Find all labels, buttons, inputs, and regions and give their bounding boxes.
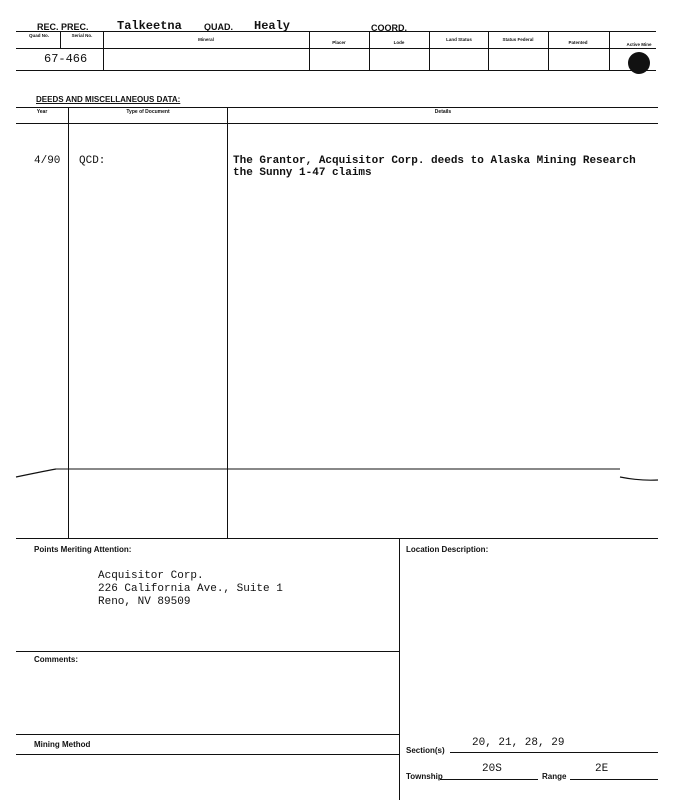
coord-label: COORD. <box>371 23 407 33</box>
header-top-rule <box>16 31 656 32</box>
sections-label: Section(s) <box>406 746 445 755</box>
col-lode: Lode <box>393 40 405 45</box>
mining-method-bottom-rule <box>16 754 399 755</box>
col-mineral: Mineral <box>198 37 214 42</box>
divider <box>369 31 370 70</box>
col-status-federal: Status Federal <box>502 37 534 42</box>
divider <box>309 31 310 70</box>
comments-rule <box>16 651 399 652</box>
deeds-section-title: DEEDS AND MISCELLANEOUS DATA: <box>36 95 181 104</box>
quad-serial-value: 67-466 <box>44 52 88 66</box>
mining-method-label: Mining Method <box>34 740 91 749</box>
range-label: Range <box>542 772 567 781</box>
quad-value: Healy <box>254 19 291 33</box>
deed-year: 4/90 <box>34 155 61 167</box>
divider <box>488 31 489 70</box>
mining-method-rule <box>16 734 399 735</box>
points-line1: Acquisitor Corp. <box>98 570 204 582</box>
divider <box>60 31 61 48</box>
col-quad-no: Quad No. <box>29 33 49 38</box>
divider <box>548 31 549 70</box>
comments-label: Comments: <box>34 655 79 664</box>
lower-center-divider <box>399 538 400 800</box>
deeds-top-rule <box>16 107 658 108</box>
col-active-mine: Active Mine <box>626 42 652 47</box>
deeds-header-rule <box>16 123 658 124</box>
col-year: Year <box>36 109 48 115</box>
deed-type: QCD: <box>79 155 106 167</box>
fold-line <box>0 460 678 490</box>
col-details: Details <box>434 109 452 115</box>
col-patented: Patented <box>568 40 588 45</box>
divider <box>103 31 104 70</box>
township-value: 20S <box>482 763 502 775</box>
col-land-status: Land Status <box>446 37 472 42</box>
rec-prec-value: Talkeetna <box>117 19 182 33</box>
sections-value: 20, 21, 28, 29 <box>472 737 565 749</box>
range-value: 2E <box>595 763 609 775</box>
header-mid-rule <box>16 48 656 49</box>
deeds-bottom-rule <box>16 538 658 539</box>
deed-details-line2: the Sunny 1-47 claims <box>233 167 372 179</box>
sections-underline <box>450 752 658 753</box>
township-label: Township <box>406 772 443 781</box>
divider <box>609 31 610 70</box>
township-underline <box>440 779 538 780</box>
deed-details-line1: The Grantor, Acquisitor Corp. deeds to Alaska Mining Research <box>233 155 636 167</box>
points-label: Points Meriting Attention: <box>34 545 132 554</box>
col-type: Type of Document <box>126 109 170 115</box>
range-underline <box>570 779 658 780</box>
location-label: Location Description: <box>406 545 489 554</box>
header-bottom-rule <box>16 70 656 71</box>
quad-label: QUAD. <box>204 22 233 32</box>
col-placer: Placer <box>332 40 346 45</box>
points-line2: 226 California Ave., Suite 1 <box>98 583 283 595</box>
points-line3: Reno, NV 89509 <box>98 596 191 608</box>
punch-hole <box>628 52 650 74</box>
rec-prec-label: REC. PREC. <box>37 22 89 32</box>
col-serial-no: Serial No. <box>71 33 93 38</box>
divider <box>429 31 430 70</box>
